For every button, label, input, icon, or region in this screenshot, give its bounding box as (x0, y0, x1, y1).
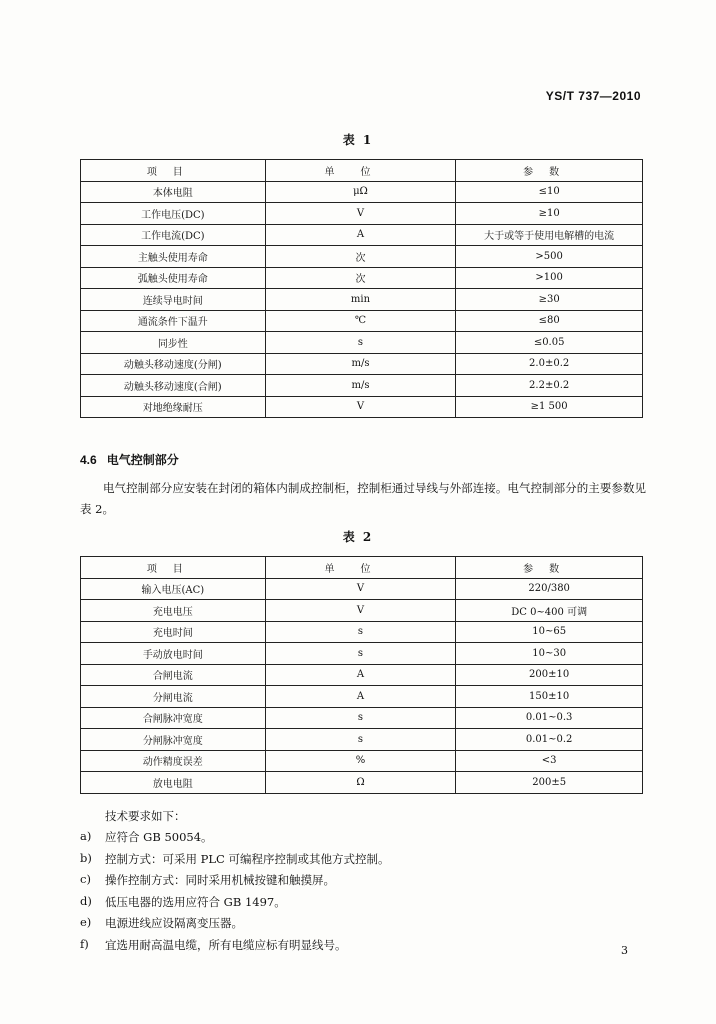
table1-row (81, 267, 643, 289)
table2-item-cell: 动作精度误差 (81, 750, 266, 772)
table1-row (81, 310, 643, 332)
table1-unit-cell: 次 (265, 267, 456, 289)
table2-value-cell: 10~65 (456, 621, 643, 643)
table1-unit-cell: A (265, 224, 456, 246)
table1-header-value: 参数 (456, 160, 643, 182)
section-paragraph: 电气控制部分应安装在封闭的箱体内制成控制柜，控制柜通过导线与外部连接。电气控制部分的主要参数见表 2。 (80, 481, 646, 516)
table1-value-cell: 2.0±0.2 (456, 353, 643, 375)
table1-header-unit: 单位 (265, 160, 456, 182)
table1-item-cell: 本体电阻 (81, 181, 266, 203)
table2-value-cell: 0.01~0.3 (456, 707, 643, 729)
table2-header-value: 参数 (456, 557, 643, 579)
requirement-key: f) (80, 936, 89, 951)
table1-unit-cell: 次 (265, 246, 456, 268)
table2-unit-cell: V (265, 600, 456, 622)
requirement-key: e) (80, 915, 92, 929)
requirement-item (80, 915, 389, 937)
table1-item-cell: 对地绝缘耐压 (81, 396, 266, 418)
requirement-text: 宜选用耐高温电缆，所有电缆应标有明显线号。 (105, 937, 347, 952)
table2-header-unit: 单位 (265, 557, 456, 579)
table2-value-cell: 220/380 (456, 578, 643, 600)
requirements-heading: 技术要求如下： (105, 809, 186, 823)
table2-header-row (81, 557, 643, 579)
table2-item-cell: 手动放电时间 (81, 643, 266, 665)
table2-value-cell: DC 0~400 可调 (456, 600, 643, 622)
table1-value-cell: ≤10 (456, 181, 643, 203)
requirement-key: b) (80, 850, 92, 865)
table1-unit-cell: ℃ (265, 310, 456, 332)
table1-unit-cell: V (265, 203, 456, 225)
table1-unit-cell: μΩ (265, 181, 456, 203)
table1-item-cell: 工作电压(DC) (81, 203, 266, 225)
table1-row (81, 289, 643, 311)
requirement-text: 电源进线应设隔离变压器。 (105, 916, 243, 930)
table1-unit-cell: m/s (265, 353, 456, 375)
table1-unit-cell: min (265, 289, 456, 311)
table2-row (81, 686, 643, 708)
table2-unit-cell: A (265, 686, 456, 708)
table1-item-cell: 工作电流(DC) (81, 224, 266, 246)
table2-item-cell: 输入电压(AC) (81, 578, 266, 600)
table2-unit-cell: A (265, 664, 456, 686)
table2-row (81, 621, 643, 643)
table2-item-cell: 合闸脉冲宽度 (81, 707, 266, 729)
table1-row (81, 203, 643, 225)
table2-item-cell: 分闸电流 (81, 686, 266, 708)
table1 (80, 159, 643, 418)
table1-item-cell: 连续导电时间 (81, 289, 266, 311)
table2-value-cell: 150±10 (456, 686, 643, 708)
table1-item-cell: 主触头使用寿命 (81, 246, 266, 268)
table1-item-cell: 动触头移动速度(分闸) (81, 353, 266, 375)
requirement-item (80, 851, 389, 873)
table1-unit-cell: V (265, 396, 456, 418)
table2-unit-cell: V (265, 578, 456, 600)
table1-value-cell: ≤80 (456, 310, 643, 332)
standard-code: YS/T 737—2010 (545, 89, 641, 103)
section-title: 电气控制部分 (106, 453, 179, 467)
table2-unit-cell: % (265, 750, 456, 772)
section-heading (80, 451, 179, 468)
section-number: 4.6 (80, 453, 97, 467)
table1-value-cell: ≤0.05 (456, 332, 643, 354)
table2-unit-cell: s (265, 643, 456, 665)
table2-item-cell: 放电电阻 (81, 772, 266, 794)
requirement-item (80, 894, 389, 916)
table1-header-item: 项目 (81, 160, 266, 182)
table2-value-cell: 200±5 (456, 772, 643, 794)
table1-unit-cell: s (265, 332, 456, 354)
table2 (80, 556, 643, 794)
requirements-list (80, 829, 389, 958)
table1-row (81, 332, 643, 354)
table2-value-cell: 10~30 (456, 643, 643, 665)
table2-item-cell: 合闸电流 (81, 664, 266, 686)
table2-row (81, 772, 643, 794)
table2-unit-cell: s (265, 707, 456, 729)
table2-unit-cell: s (265, 621, 456, 643)
table2-value-cell: 200±10 (456, 664, 643, 686)
table1-value-cell: ≥30 (456, 289, 643, 311)
table2-title: 表 2 (342, 530, 374, 544)
table1-item-cell: 动触头移动速度(合闸) (81, 375, 266, 397)
requirement-text: 操作控制方式：同时采用机械按键和触摸屏。 (105, 873, 335, 887)
table2-value-cell: 0.01~0.2 (456, 729, 643, 751)
table2-row (81, 707, 643, 729)
table1-value-cell: ≥10 (456, 203, 643, 225)
table1-value-cell: ≥1 500 (456, 396, 643, 418)
table2-row (81, 578, 643, 600)
table2-item-cell: 分闸脉冲宽度 (81, 729, 266, 751)
table1-row (81, 396, 643, 418)
table1-row (81, 353, 643, 375)
page-number: 3 (621, 944, 628, 957)
table1-row (81, 181, 643, 203)
requirement-item (80, 829, 389, 851)
table2-unit-cell: s (265, 729, 456, 751)
table1-header-row (81, 160, 643, 182)
table2-row (81, 664, 643, 686)
table1-unit-cell: m/s (265, 375, 456, 397)
table1-value-cell: >100 (456, 267, 643, 289)
table1-row (81, 246, 643, 268)
requirement-text: 应符合 GB 50054。 (105, 830, 213, 844)
requirement-key: d) (80, 893, 92, 908)
table1-item-cell: 通流条件下温升 (81, 310, 266, 332)
table1-row (81, 375, 643, 397)
table1-item-cell: 弧触头使用寿命 (81, 267, 266, 289)
table2-unit-cell: Ω (265, 772, 456, 794)
table1-value-cell: 2.2±0.2 (456, 375, 643, 397)
table2-value-cell: <3 (456, 750, 643, 772)
requirement-key: c) (80, 872, 91, 886)
table1-value-cell: 大于或等于使用电解槽的电流 (456, 224, 643, 246)
table1-value-cell: >500 (456, 246, 643, 268)
requirement-text: 控制方式：可采用 PLC 可编程序控制或其他方式控制。 (105, 851, 390, 866)
table2-item-cell: 充电时间 (81, 621, 266, 643)
table2-row (81, 729, 643, 751)
table2-row (81, 643, 643, 665)
table2-row (81, 600, 643, 622)
table1-title: 表 1 (342, 133, 374, 147)
requirement-item (80, 872, 389, 894)
table2-row (81, 750, 643, 772)
requirement-text: 低压电器的选用应符合 GB 1497。 (105, 894, 286, 909)
table1-item-cell: 同步性 (81, 332, 266, 354)
table2-item-cell: 充电电压 (81, 600, 266, 622)
table2-header-item: 项目 (81, 557, 266, 579)
table1-row (81, 224, 643, 246)
requirement-key: a) (80, 829, 92, 843)
requirement-item (80, 937, 389, 959)
